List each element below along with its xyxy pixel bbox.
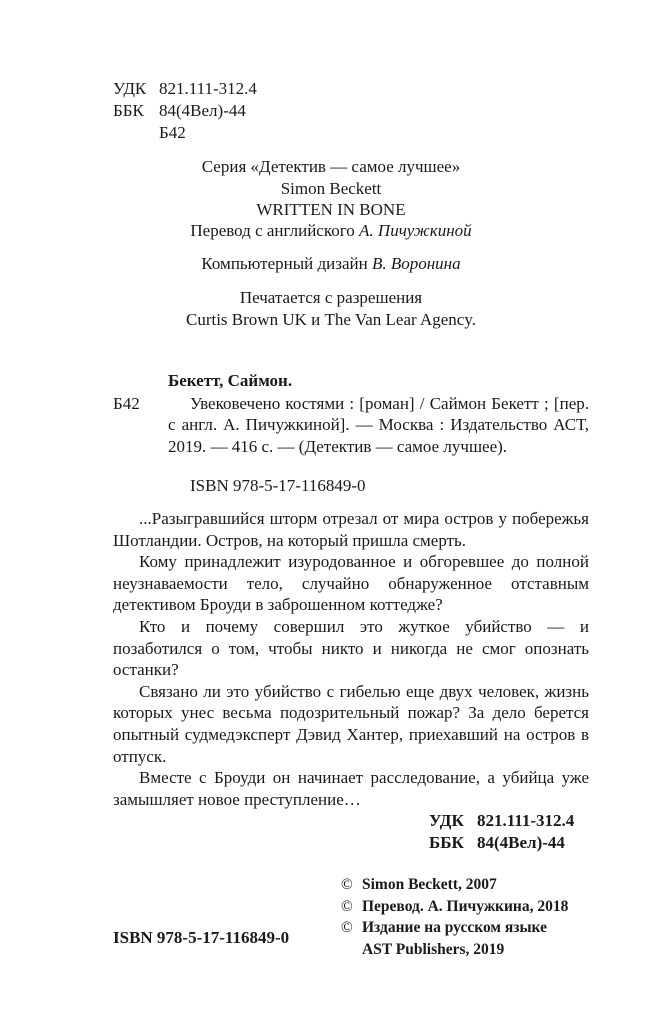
original-title: WRITTEN IN BONE <box>256 200 406 219</box>
translator-credit <box>0 220 662 241</box>
annotation-block <box>113 508 589 810</box>
copyright-row-edition <box>341 917 568 939</box>
annotation-paragraph: Связано ли это убийство с гибелью еще двух человек, жизнь которых унес весьма подозрительный пожар? За дело берется опытный судмедэксперт Дэвид Хантер, приехавший на остров в отпуск. <box>113 681 589 766</box>
copyright-edition-text: Издание на русском языке <box>362 919 547 936</box>
classification-top <box>113 78 257 144</box>
bbk-label-top: ББК <box>113 101 144 120</box>
copyright-row-translation <box>341 896 568 918</box>
designer-prefix: Компьютерный дизайн <box>201 254 372 273</box>
copyright-translation-text: Перевод. А. Пичужкина, 2018 <box>362 897 569 915</box>
isbn-bottom: ISBN 978-5-17-116849-0 <box>113 928 290 947</box>
shelf-code-row <box>113 122 257 144</box>
designer-name: В. Воронина <box>371 254 461 273</box>
bib-isbn: ISBN 978-5-17-116849-0 <box>190 476 366 495</box>
classification-bottom <box>429 810 574 854</box>
permission-line-1: Печатается с разрешения <box>239 288 423 307</box>
copyright-icon: © <box>341 876 353 893</box>
copyright-icon: © <box>341 897 353 915</box>
bbk-value-top: 84(4Вел)-44 <box>159 101 246 120</box>
bib-body <box>113 393 589 458</box>
copyright-publisher-text: AST Publishers, 2019 <box>362 940 505 958</box>
udk-value-bottom: 821.111-312.4 <box>477 811 575 830</box>
shelf-code-value: Б42 <box>159 123 186 142</box>
udk-row-top <box>113 78 257 100</box>
bib-description: Увековечено костями : [роман] / Саймон Бекетт ; [пер. с англ. А. Пичужкиной]. — Москва : Издательство АСТ, 2019. — 416 с. — (Детектив — самое лучшее). <box>168 393 589 456</box>
udk-label-top: УДК <box>113 79 147 98</box>
annotation-paragraph: Кому принадлежит изуродованное и обгоревшее до полной неузнаваемости тело, случайно обнаруженное отставным детективом Броуди в заброшенном коттедже? <box>113 552 589 615</box>
udk-row-bottom <box>429 810 574 832</box>
permission-line-2: Curtis Brown UK и The Van Lear Agency. <box>185 309 476 329</box>
original-author: Simon Beckett <box>280 178 382 198</box>
bib-author-heading: Бекетт, Саймон. <box>168 371 293 390</box>
udk-label-bottom: УДК <box>429 811 464 830</box>
designer-credit <box>0 253 662 274</box>
bibliographic-record <box>113 370 589 497</box>
translator-name: А. Пичужкиной <box>359 221 472 240</box>
annotation-paragraph: ...Разыгравшийся шторм отрезал от мира остров у побережья Шотландии. Остров, на который пришла смерть. <box>113 509 589 550</box>
copyright-row-author <box>341 874 568 896</box>
copyright-row-publisher <box>341 939 568 961</box>
annotation-paragraph: Вместе с Броуди он начинает расследование, а убийца уже замышляет новое преступление… <box>113 768 589 809</box>
copyright-icon: © <box>341 919 353 936</box>
bib-shelf-code: Б42 <box>113 393 140 413</box>
bbk-row-bottom <box>429 832 574 854</box>
udk-value-top: 821.111-312.4 <box>159 79 257 98</box>
bbk-row-top <box>113 100 257 122</box>
bbk-value-bottom: 84(4Вел)-44 <box>477 833 565 852</box>
translator-prefix: Перевод с английского <box>190 221 360 240</box>
series-credit-block <box>0 156 662 221</box>
annotation-paragraph: Кто и почему совершил это жуткое убийство — и позаботился о том, чтобы никто и никогда не смог опознать останки? <box>113 616 589 680</box>
series-name: Серия «Детектив — самое лучшее» <box>201 157 461 176</box>
permission-block <box>0 287 662 330</box>
bbk-label-bottom: ББК <box>429 833 464 852</box>
copyright-block <box>341 874 568 960</box>
copyright-author-text: Simon Beckett, 2007 <box>362 876 497 893</box>
